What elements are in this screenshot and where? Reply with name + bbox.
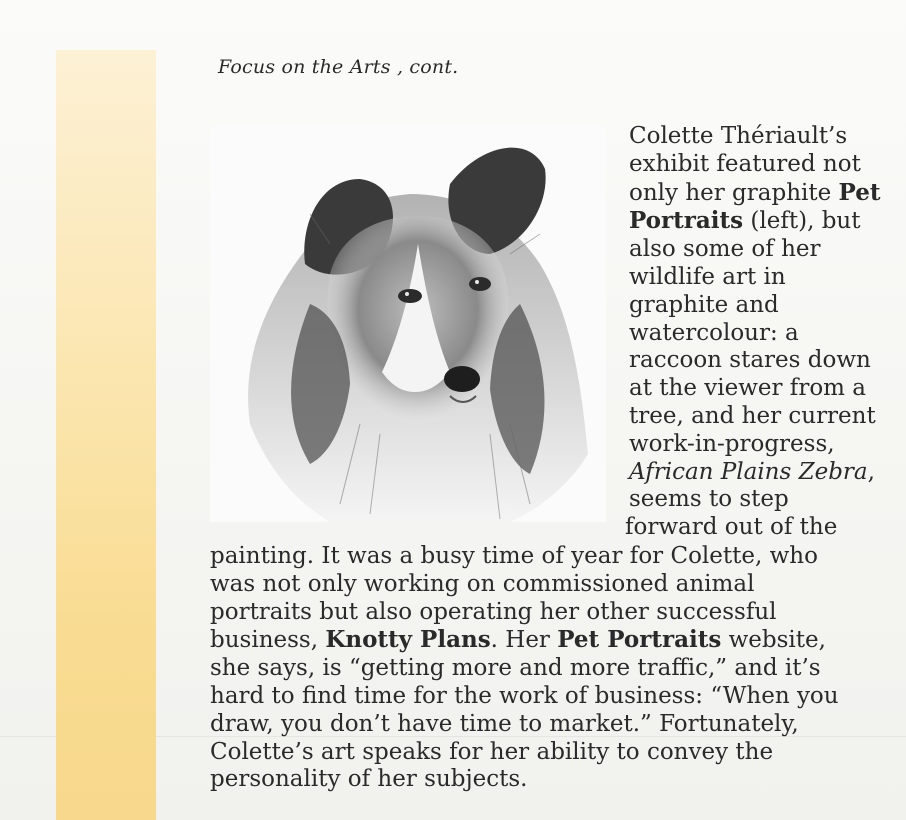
text-segment: hard to find time for the work of business: “When you <box>210 682 839 709</box>
article-line <box>629 375 899 403</box>
running-head: Focus on the Arts , cont. <box>218 56 459 78</box>
bold-text: Portraits <box>629 207 744 235</box>
text-segment: only her graphite <box>629 179 839 206</box>
text-segment: work-in-progress, <box>629 430 835 457</box>
text-segment: raccoon stares down <box>629 347 871 374</box>
text-segment: portraits but also operating her other successful <box>210 598 777 625</box>
text-segment: was not only working on commissioned animal <box>210 570 755 597</box>
text-segment: also some of her <box>629 236 821 263</box>
article-line <box>629 236 899 264</box>
article-line <box>210 626 900 655</box>
text-segment: Colette’s art speaks for her ability to convey the <box>210 738 774 765</box>
article-line <box>629 459 899 487</box>
text-segment: draw, you don’t have time to market.” Fortunately, <box>210 710 799 737</box>
article-line <box>629 347 899 375</box>
decorative-sidebar <box>56 50 156 820</box>
article-line <box>629 320 899 348</box>
text-segment: personality of her subjects. <box>210 766 528 793</box>
article-line <box>210 683 900 711</box>
article-line <box>629 403 899 431</box>
text-segment: graphite and <box>629 291 779 318</box>
bold-text: Pet Portraits <box>557 626 722 654</box>
text-segment: exhibit featured not <box>629 150 861 177</box>
article-line <box>629 123 899 151</box>
article-line <box>629 179 899 208</box>
text-segment: at the viewer from a <box>629 375 866 402</box>
article-line <box>629 292 899 320</box>
text-segment: painting. It was a busy time of year for Colette, who <box>210 543 818 569</box>
text-segment: forward out of the <box>625 514 838 541</box>
italic-title: African Plains Zebra <box>629 458 868 485</box>
article-right-column <box>625 123 899 542</box>
dog-portrait-image <box>210 124 606 522</box>
article-line <box>210 543 900 571</box>
article-line <box>629 431 899 459</box>
text-segment: wildlife art in <box>629 263 786 290</box>
article-line <box>210 599 900 627</box>
bold-text: Pet <box>838 178 881 206</box>
article-line <box>210 655 900 683</box>
article-line <box>210 739 900 767</box>
text-segment: Colette Thériault’s <box>629 123 848 149</box>
bold-text: Knotty Plans <box>325 626 491 654</box>
text-segment: she says, is “getting more and more traffic,” and it’s <box>210 655 821 682</box>
article-line <box>625 514 899 542</box>
article-line <box>629 264 899 292</box>
text-segment: (left), but <box>743 208 861 235</box>
article-line <box>629 151 899 179</box>
article-full-width-text <box>210 543 900 794</box>
text-segment: seems to step <box>629 486 789 513</box>
article-line <box>210 711 900 739</box>
article-line <box>629 207 899 236</box>
text-segment: . Her <box>490 627 558 654</box>
text-segment: website, <box>721 627 826 654</box>
text-segment: watercolour: a <box>629 319 799 346</box>
article-line <box>210 766 900 794</box>
text-segment: tree, and her current <box>629 402 876 429</box>
text-segment: , <box>867 458 875 485</box>
text-segment: business, <box>210 627 326 654</box>
article-line <box>629 486 899 514</box>
article-line <box>210 571 900 599</box>
